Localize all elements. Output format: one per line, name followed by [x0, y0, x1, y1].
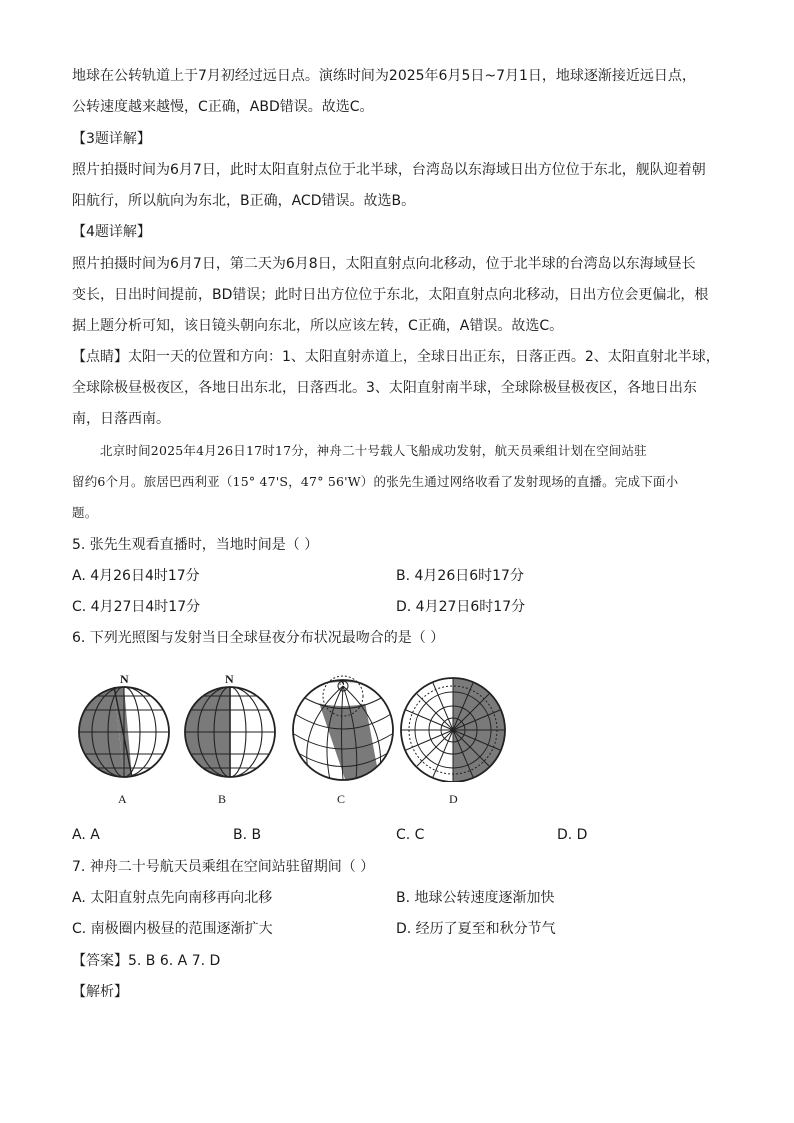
text-line: 据上题分析可知，该日镜头朝向东北，所以应该左转，C正确，A错误。故选C。 — [72, 318, 564, 334]
figure-label-a: A — [118, 792, 127, 806]
q5-option-d[interactable]: D. 4月27日6时17分 — [396, 599, 526, 615]
figure-label-b: B — [218, 792, 227, 806]
north-label: N — [225, 672, 234, 686]
north-label: N — [339, 678, 345, 687]
section-heading: 【4题详解】 — [72, 224, 151, 240]
q7-option-b[interactable]: B. 地球公转速度逐渐加快 — [396, 890, 555, 906]
text-line: 地球在公转轨道上于7月初经过远日点。演练时间为2025年6月5日~7月1日，地球逐渐接近远日点， — [72, 68, 696, 84]
globe-figure-c — [290, 674, 396, 782]
q6-option-a[interactable]: A. A — [72, 827, 100, 843]
q6-option-b[interactable]: B. B — [233, 827, 262, 843]
question-6-stem: 6. 下列光照图与发射当日全球昼夜分布状况最吻合的是（ ） — [72, 630, 445, 646]
question-5-stem: 5. 张先生观看直播时，当地时间是（ ） — [72, 537, 319, 553]
q5-option-b[interactable]: B. 4月26日6时17分 — [396, 568, 524, 584]
figure-label-c: C — [337, 792, 346, 806]
text-line: 阳航行，所以航向为东北，B正确，ACD错误。故选B。 — [72, 193, 416, 209]
answer-line: 【答案】5. B 6. A 7. D — [72, 953, 221, 969]
q6-option-c[interactable]: C. C — [396, 827, 425, 843]
text-line: 【点睛】太阳一天的位置和方向：1、太阳直射赤道上，全球日出正东，日落正西。2、太阳直射北半球， — [72, 349, 720, 365]
text-line: 照片拍摄时间为6月7日，第二天为6月8日，太阳直射点向北移动，位于北半球的台湾岛以东海域昼长 — [72, 256, 696, 272]
text-line: 南，日落西南。 — [72, 411, 170, 427]
passage-line: 北京时间2025年4月26日17时17分，神舟二十号载人飞船成功发射，航天员乘组计划在空间站驻 — [100, 443, 647, 458]
analysis-heading: 【解析】 — [72, 984, 128, 1000]
passage-line: 留约6个月。旅居巴西利亚（15° 47'S，47° 56'W）的张先生通过网络收看了发射现场的直播。完成下面小 — [72, 474, 679, 489]
q5-option-a[interactable]: A. 4月26日4时17分 — [72, 568, 200, 584]
globe-figure-d — [398, 674, 508, 782]
section-heading: 【3题详解】 — [72, 131, 151, 147]
q7-option-a[interactable]: A. 太阳直射点先向南移再向北移 — [72, 890, 273, 906]
q5-option-c[interactable]: C. 4月27日4时17分 — [72, 599, 201, 615]
q6-option-d[interactable]: D. D — [557, 827, 588, 843]
question-7-stem: 7. 神舟二十号航天员乘组在空间站驻留期间（ ） — [72, 859, 375, 875]
north-label: N — [120, 672, 129, 686]
q7-option-c[interactable]: C. 南极圈内极昼的范围逐渐扩大 — [72, 921, 273, 937]
text-line: 变长，日出时间提前，BD错误；此时日出方位位于东北，太阳直射点向北移动，日出方位会更偏北，根 — [72, 287, 709, 303]
text-line: 照片拍摄时间为6月7日，此时太阳直射点位于北半球，台湾岛以东海域日出方位位于东北，舰队迎着朝 — [72, 162, 706, 178]
figure-label-d: D — [449, 792, 458, 806]
text-line: 公转速度越来越慢，C正确，ABD错误。故选C。 — [72, 99, 374, 115]
text-line: 全球除极昼极夜区，各地日出东北，日落西北。3、太阳直射南半球，全球除极昼极夜区，各地日出东 — [72, 380, 697, 396]
globe-figure-b — [182, 674, 278, 782]
passage-line: 题。 — [72, 505, 98, 520]
q7-option-d[interactable]: D. 经历了夏至和秋分节气 — [396, 921, 556, 937]
globe-figure-a — [76, 674, 172, 782]
